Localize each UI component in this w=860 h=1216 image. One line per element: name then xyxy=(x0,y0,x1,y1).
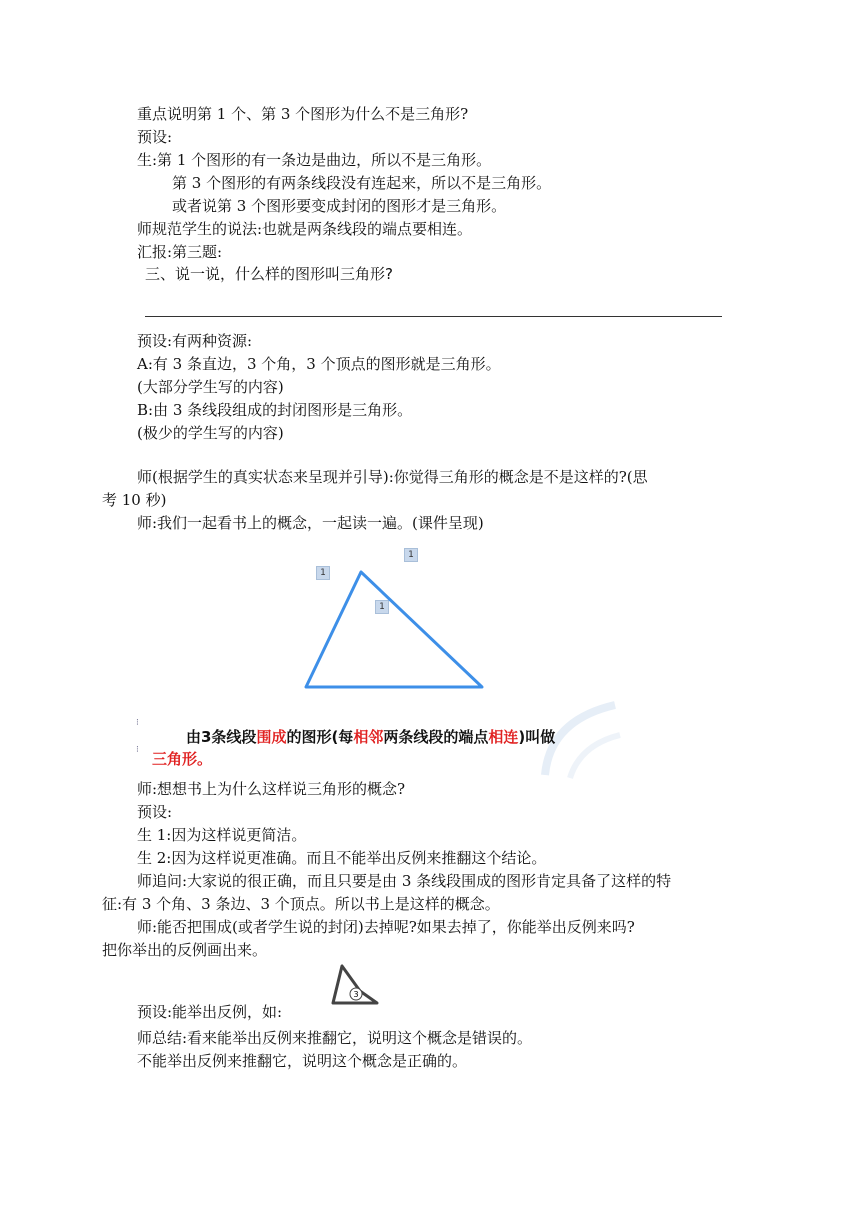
text-line: 生:第 1 个图形的有一条边是曲边，所以不是三角形。 xyxy=(137,151,492,169)
definition-part: )叫做 xyxy=(518,728,556,746)
definition-part: 的图形(每 xyxy=(286,728,354,746)
text-line: A:有 3 条直边，3 个角，3 个顶点的图形就是三角形。 xyxy=(137,355,501,373)
question-3-heading: 三、说一说，什么样的图形叫三角形? xyxy=(145,265,393,283)
text-line: 师规范学生的说法:也就是两条线段的端点要相连。 xyxy=(137,220,473,238)
triangle-figure xyxy=(300,542,500,692)
text-line: (大部分学生写的内容) xyxy=(137,378,284,396)
paragraph: 把你举出的反例画出来。 xyxy=(102,941,268,959)
label-badge: 1 xyxy=(404,548,418,562)
definition-part: 由3条线段 xyxy=(186,728,257,746)
definition-part: 两条线段的端点 xyxy=(383,728,489,746)
definition-highlight: 围成 xyxy=(256,728,287,746)
text-line: 师总结:看来能举出反例来推翻它，说明这个概念是错误的。 xyxy=(137,1029,533,1047)
text-line: B:由 3 条线段组成的封闭图形是三角形。 xyxy=(137,401,413,419)
definition-term: 三角形。 xyxy=(152,750,213,768)
text-line: 预设: xyxy=(137,803,173,821)
counterexample-number: 3 xyxy=(353,990,359,999)
text-line: 或者说第 3 个图形要变成封闭的图形才是三角形。 xyxy=(172,197,507,215)
label-badge: 1 xyxy=(375,600,389,614)
paragraph: 师(根据学生的真实状态来呈现并引导):你觉得三角形的概念是不是这样的?(思 xyxy=(137,468,648,486)
triangle-definition xyxy=(186,726,555,747)
counterexample-triangle xyxy=(330,963,380,1007)
margin-mark: ⁝ xyxy=(136,718,139,728)
text-line: 第 3 个图形的有两条线段没有连起来，所以不是三角形。 xyxy=(172,174,552,192)
text-line: 师:想想书上为什么这样说三角形的概念? xyxy=(137,780,406,798)
text-line: 不能举出反例来推翻它，说明这个概念是正确的。 xyxy=(137,1052,468,1070)
text-line: 汇报:第三题: xyxy=(137,243,223,261)
paragraph: 师:我们一起看书上的概念，一起读一遍。(课件呈现) xyxy=(137,514,484,532)
paragraph: 征:有 3 个角、3 条边、3 个顶点。所以书上是这样的概念。 xyxy=(102,895,500,913)
margin-mark: ⁝ xyxy=(136,745,139,755)
paragraph: 师:能否把围成(或者学生说的封闭)去掉呢?如果去掉了，你能举出反例来吗? xyxy=(137,918,635,936)
paragraph: 师追问:大家说的很正确，而且只要是由 3 条线段围成的图形肯定具备了这样的特 xyxy=(137,872,672,890)
answer-line xyxy=(145,316,722,317)
text-line: 重点说明第 1 个、第 3 个图形为什么不是三角形? xyxy=(137,105,469,123)
text-line: 预设:有两种资源: xyxy=(137,332,253,350)
paragraph: 考 10 秒) xyxy=(102,491,167,509)
text-line: 生 1:因为这样说更简洁。 xyxy=(137,826,307,844)
definition-highlight: 相邻 xyxy=(353,728,384,746)
definition-highlight: 相连 xyxy=(488,728,519,746)
text-line: 预设:能举出反例，如: xyxy=(137,1003,283,1021)
text-line: 预设: xyxy=(137,128,173,146)
text-line: 生 2:因为这样说更准确。而且不能举出反例来推翻这个结论。 xyxy=(137,849,547,867)
label-badge: 1 xyxy=(316,566,330,580)
text-line: (极少的学生写的内容) xyxy=(137,424,284,442)
